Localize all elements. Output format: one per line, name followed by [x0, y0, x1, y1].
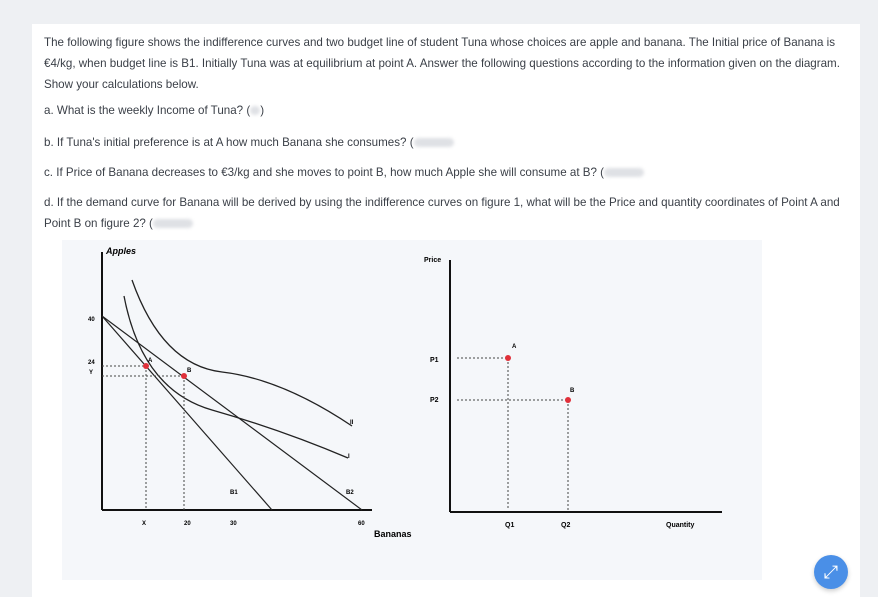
- fig1-label-b: B: [187, 368, 192, 374]
- fig1-y-label: Apples: [106, 246, 137, 256]
- indifference-curve-ii: [132, 280, 352, 426]
- fig1-ytick-y: Y: [89, 370, 94, 376]
- fig1-ytick-40: 40: [88, 317, 95, 323]
- curve-ii-label: II: [350, 420, 354, 426]
- fig1-ytick-24: 24: [88, 360, 95, 366]
- question-intro: The following figure shows the indifference curves and two budget line of student Tuna whose choices are apple and banana. The Initial price of Banana is €4/kg, when budget line is B1. Initially Tuna was at equilibrium at point A. Answer the following questions according to the information given on the diagram. Show your calculations below.: [44, 36, 840, 91]
- curve-i-label: I: [348, 454, 350, 460]
- question-a: a. What is the weekly Income of Tuna? ( ): [44, 104, 265, 117]
- fig1-xtick-20: 20: [184, 521, 191, 527]
- fig2-y-label: Price: [424, 257, 442, 264]
- fig2-point-b: [565, 397, 571, 403]
- question-d: d. If the demand curve for Banana will be derived by using the indifference curves on figure 1, what will be the Price and quantity coordinates of Point A and Point B on figure 2? (: [44, 196, 840, 230]
- fig2-xtick-q1: Q1: [505, 522, 515, 529]
- b1-label: B1: [230, 490, 238, 496]
- b2-label: B2: [346, 490, 354, 496]
- fig1-xtick-30: 30: [230, 521, 237, 527]
- question-b: b. If Tuna's initial preference is at A how much Banana she consumes? (: [44, 132, 844, 153]
- fig1-x-label: Bananas: [374, 529, 412, 539]
- budget-line-b2: [102, 316, 362, 510]
- figure-area: [62, 240, 762, 580]
- fig2-point-a: [505, 355, 511, 361]
- fig2-ytick-p2: P2: [430, 397, 439, 404]
- fig2-label-b: B: [570, 388, 575, 394]
- expand-icon: ⤢: [823, 561, 839, 582]
- fig2-xtick-q2: Q2: [561, 522, 571, 529]
- expand-button[interactable]: [814, 555, 848, 589]
- fig1-label-a: A: [148, 358, 153, 364]
- indifference-curve-i: [124, 296, 348, 458]
- budget-line-b1: [102, 316, 272, 510]
- fig2-x-label: Quantity: [666, 522, 695, 529]
- fig1-xtick-x: X: [142, 521, 147, 527]
- fig1-xtick-60: 60: [358, 521, 365, 527]
- fig2-label-a: A: [512, 344, 517, 350]
- question-c: c. If Price of Banana decreases to €3/kg and she moves to point B, how much Apple she will consume at B? (: [44, 162, 844, 183]
- fig2-ytick-p1: P1: [430, 357, 439, 364]
- question-card: [32, 24, 860, 597]
- figures-svg: [62, 240, 762, 580]
